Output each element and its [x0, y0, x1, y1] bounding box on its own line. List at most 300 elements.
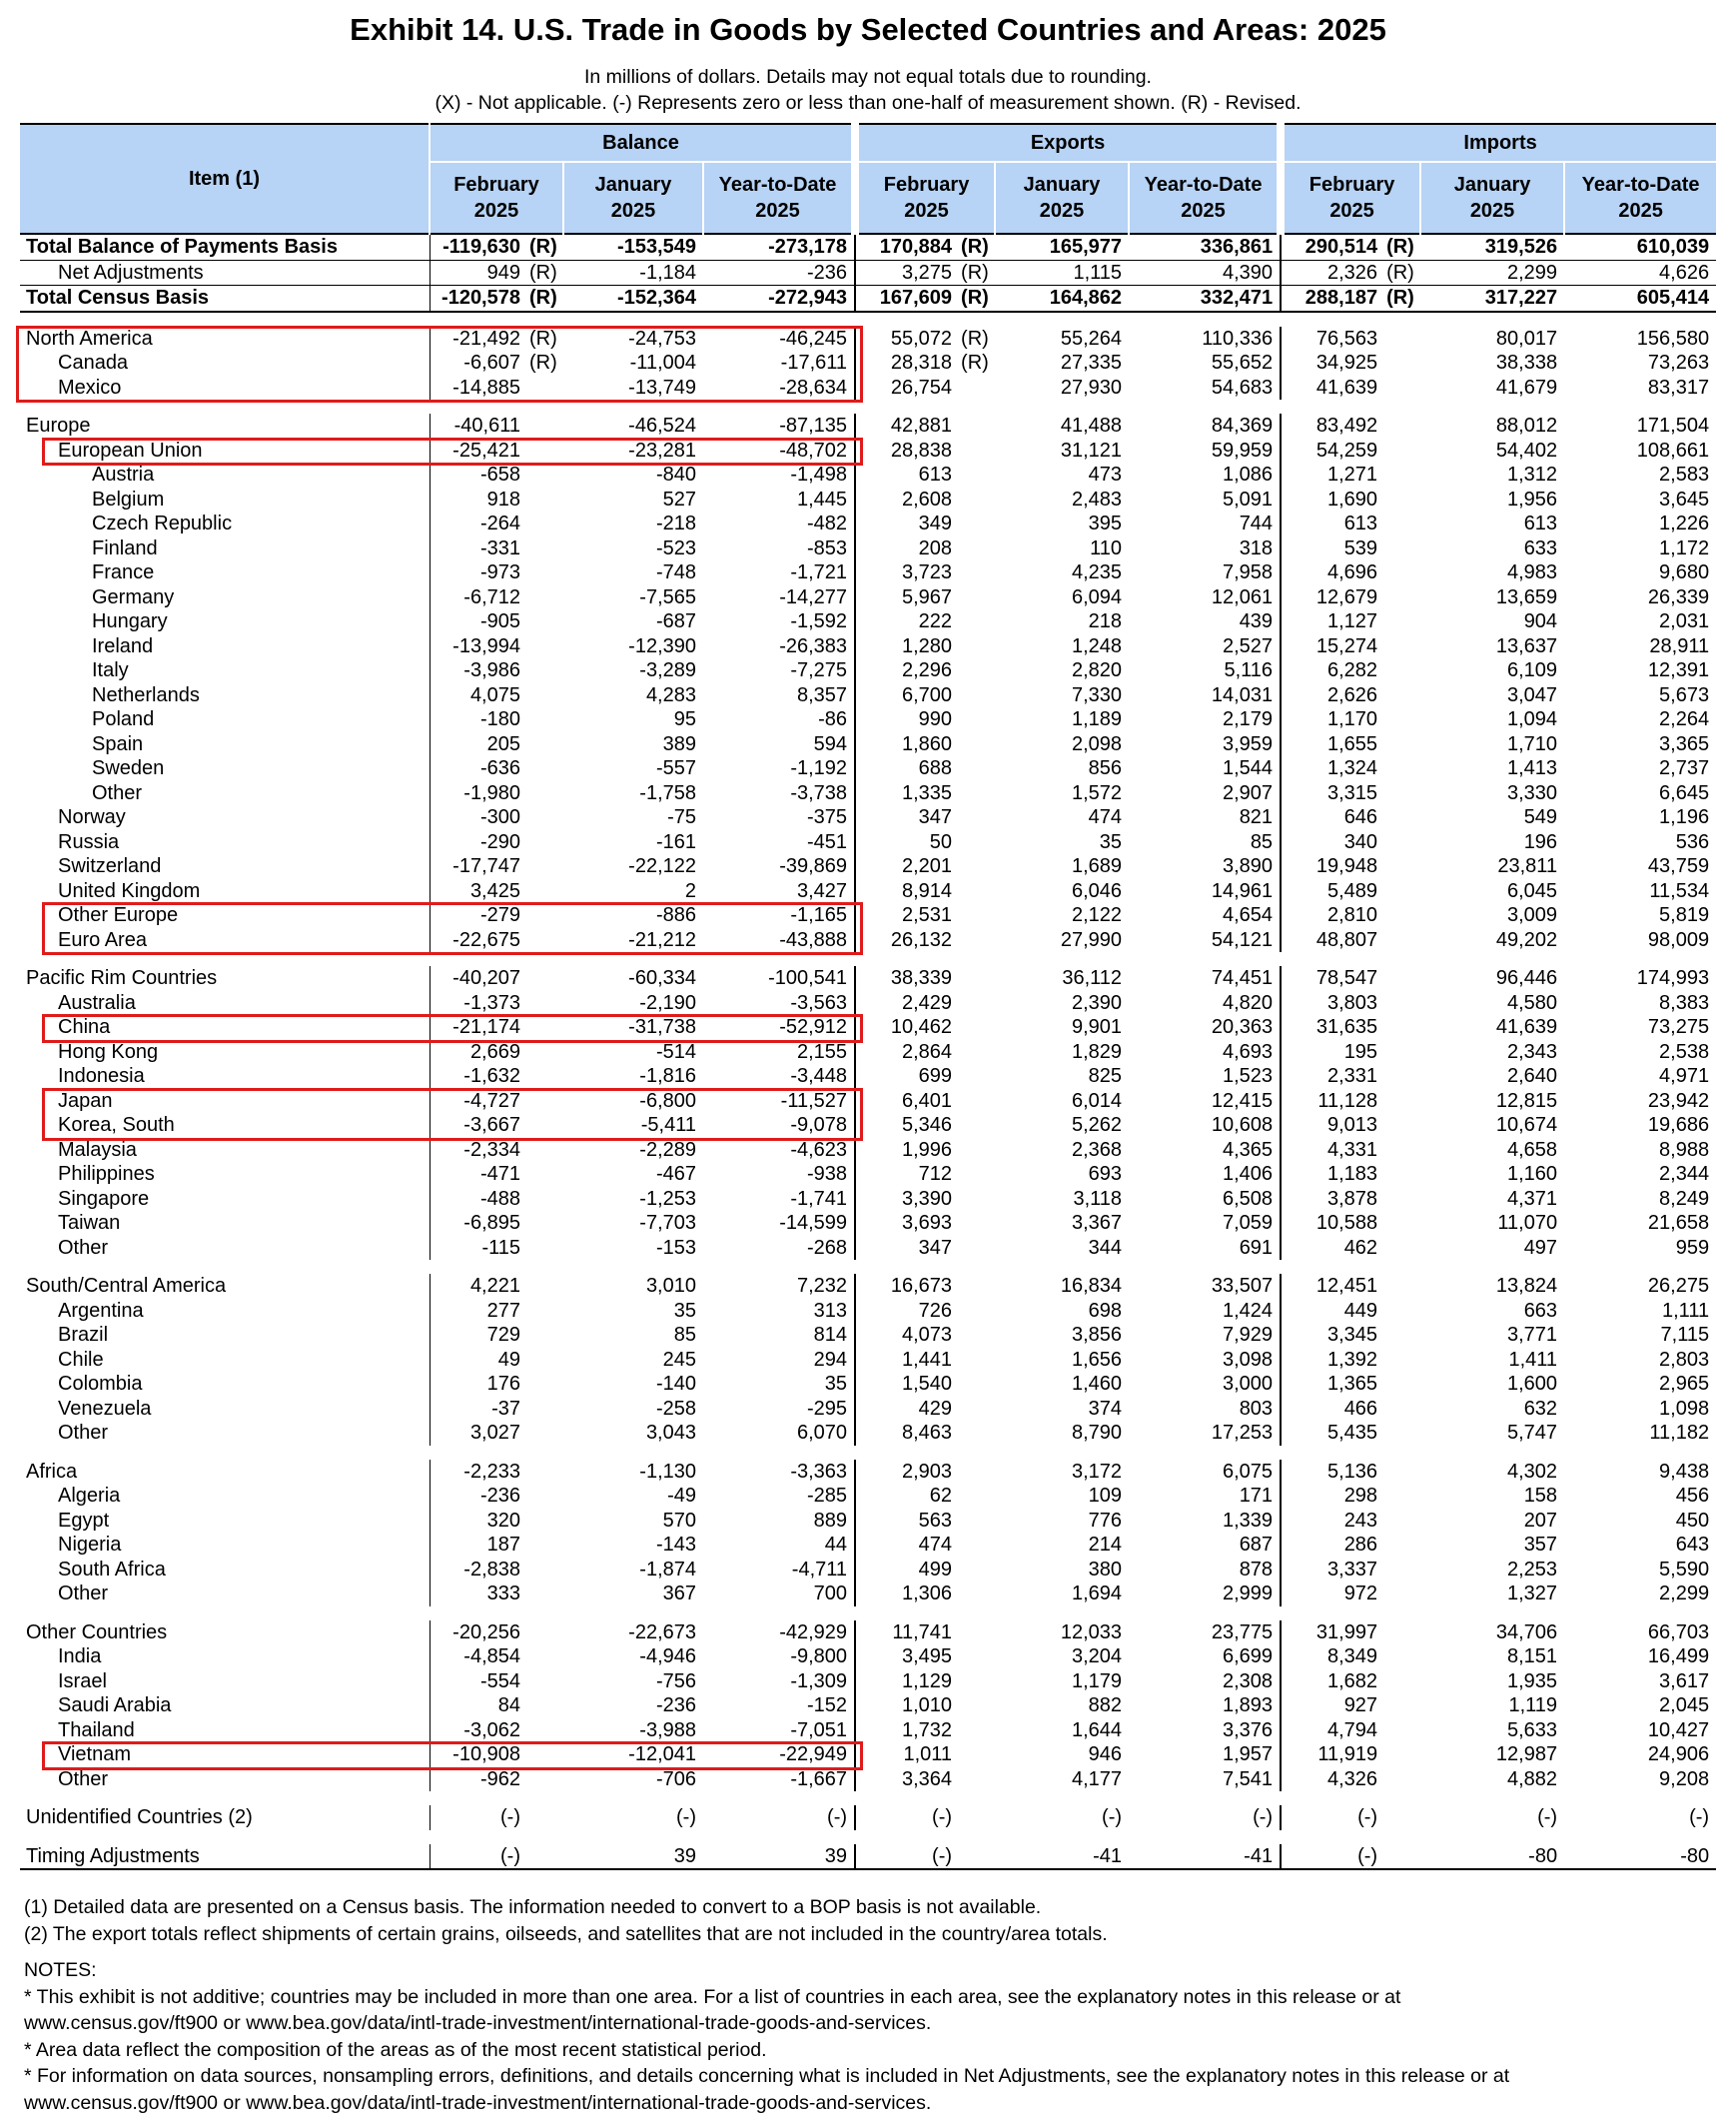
value-cell: 1,860: [855, 732, 959, 757]
value-cell: -6,712: [430, 585, 527, 610]
value-cell: -21,492: [430, 327, 527, 352]
revised-flag: [527, 1236, 563, 1261]
value-cell: 1,306: [855, 1582, 959, 1606]
row-label: Other Countries: [26, 1620, 168, 1643]
value-cell: 1,411: [1508, 1348, 1558, 1371]
revised-flag: [1384, 1718, 1420, 1743]
revised-flag: [1384, 928, 1420, 953]
value-cell: -2,838: [430, 1558, 527, 1583]
value-cell: 6,282: [1281, 658, 1384, 683]
table-row: [20, 683, 1716, 708]
revised-flag: [959, 1015, 995, 1040]
value-cell: 610,039: [1564, 234, 1716, 260]
value-cell: 4,365: [1223, 1138, 1274, 1161]
value-cell: -1,980: [430, 781, 527, 806]
value-cell: 1,523: [1223, 1065, 1274, 1087]
value-cell: 2,483: [1071, 488, 1123, 511]
revised-flag: [959, 991, 995, 1016]
value-cell: -938: [807, 1163, 848, 1185]
value-cell: 3,364: [855, 1767, 959, 1792]
row-label: Hungary: [92, 610, 168, 632]
revised-flag: [1384, 560, 1420, 585]
value-cell: -557: [655, 757, 696, 779]
value-cell: 1,392: [1281, 1348, 1384, 1373]
value-cell: 744: [1239, 513, 1274, 534]
table-row: [20, 234, 1716, 260]
revised-flag: [959, 879, 995, 904]
value-cell: 2,253: [1507, 1558, 1558, 1581]
revised-flag: [527, 1138, 563, 1163]
revised-flag: [527, 1844, 563, 1870]
value-cell: 8,914: [855, 879, 959, 904]
revised-flag: [1384, 991, 1420, 1016]
value-cell: (-): [855, 1844, 959, 1870]
value-cell: -13,749: [628, 376, 696, 399]
revised-flag: [959, 1742, 995, 1767]
value-cell: 6,401: [855, 1089, 959, 1114]
revised-flag: [1384, 414, 1420, 439]
revised-flag: [959, 903, 995, 928]
table-row: [20, 512, 1716, 536]
value-cell: 5,346: [855, 1113, 959, 1138]
table-row: [20, 376, 1716, 401]
value-cell: 336,861: [1129, 234, 1281, 260]
header-year: 2025: [755, 200, 800, 222]
value-cell: 1,280: [855, 634, 959, 659]
revised-flag: [527, 439, 563, 464]
value-cell: 171,504: [1636, 415, 1710, 437]
value-cell: 38,338: [1495, 352, 1558, 374]
value-cell: 693: [1088, 1163, 1123, 1185]
revised-flag: [959, 609, 995, 634]
value-cell: 332,471: [1129, 286, 1281, 312]
row-label: Russia: [58, 830, 120, 853]
revised-flag: [527, 1509, 563, 1534]
row-label: Japan: [58, 1089, 113, 1112]
value-cell: 85: [1250, 830, 1274, 853]
value-cell: 374: [1088, 1397, 1123, 1420]
value-cell: 222: [855, 609, 959, 634]
value-cell: 2,344: [1659, 1163, 1710, 1185]
spacer-row: [20, 312, 1716, 327]
value-cell: -26,383: [779, 634, 848, 657]
value-cell: -11,527: [780, 1089, 848, 1112]
table-row: [20, 1693, 1716, 1718]
value-cell: 12,815: [1495, 1089, 1558, 1112]
row-label: Ireland: [92, 634, 154, 657]
value-cell: -706: [655, 1767, 696, 1790]
value-cell: 5,633: [1507, 1718, 1558, 1741]
value-cell: 2,903: [855, 1460, 959, 1485]
note-bullet-2: * Area data reflect the composition of the areas as of the most recent statistical period.: [24, 2038, 767, 2061]
revised-flag: [959, 560, 995, 585]
value-cell: 11,534: [1649, 879, 1710, 902]
value-cell: -279: [430, 903, 527, 928]
revised-flag: [959, 1484, 995, 1509]
value-cell: 395: [1088, 513, 1123, 534]
table-row: [20, 1236, 1716, 1261]
value-cell: -12,390: [628, 634, 696, 657]
value-cell: 76,563: [1281, 327, 1384, 352]
value-cell: -236: [430, 1484, 527, 1509]
value-cell: 109: [1088, 1485, 1123, 1507]
value-cell: 776: [1088, 1509, 1123, 1532]
header-month: Year-to-Date: [1144, 174, 1263, 196]
value-cell: 85: [673, 1324, 696, 1346]
value-cell: 466: [1281, 1397, 1384, 1422]
value-cell: -1,373: [430, 991, 527, 1016]
value-cell: 35: [824, 1373, 848, 1395]
value-cell: -3,448: [790, 1065, 848, 1087]
row-label: Mexico: [58, 376, 122, 399]
value-cell: 12,451: [1281, 1274, 1384, 1299]
value-cell: 646: [1281, 805, 1384, 830]
value-cell: 33,507: [1211, 1275, 1274, 1297]
value-cell: -1,253: [639, 1187, 696, 1210]
value-cell: 3,425: [430, 879, 527, 904]
revised-flag: (R): [961, 352, 989, 374]
value-cell: -143: [655, 1534, 696, 1556]
revised-flag: [959, 683, 995, 708]
header-year: 2025: [1469, 200, 1515, 222]
value-cell: 16,834: [1060, 1275, 1123, 1297]
revised-flag: [527, 903, 563, 928]
units-note: In millions of dollars. Details may not equal totals due to rounding.: [584, 66, 1152, 88]
value-cell: 59,959: [1211, 439, 1274, 462]
revised-flag: (R): [527, 234, 563, 260]
header-imp-feb: [1281, 162, 1420, 234]
revised-flag: [527, 1211, 563, 1236]
table-row: [20, 634, 1716, 659]
revised-flag: [527, 1064, 563, 1089]
header-year: 2025: [1181, 200, 1226, 222]
header-year: 2025: [610, 200, 656, 222]
value-cell: 214: [1088, 1534, 1123, 1556]
value-cell: 1,956: [1507, 488, 1558, 511]
value-cell: 2,820: [1071, 659, 1123, 681]
value-cell: -21,174: [430, 1015, 527, 1040]
table-row: [20, 463, 1716, 488]
value-cell: 474: [855, 1533, 959, 1558]
header-group-exports: Exports: [855, 124, 1281, 162]
value-cell: -1,721: [790, 561, 848, 583]
value-cell: 2,965: [1659, 1373, 1710, 1395]
note-bullet-1: * This exhibit is not additive; countries may be included in more than one area. For a list of countries in each area, see the explanatory notes in this release or at: [24, 1985, 1401, 2008]
revised-flag: [1384, 1187, 1420, 1212]
note-bullet-3: * For information on data sources, nonsampling errors, definitions, and details concerning what is included in Net Adjustments, see the explanatory notes in this release or at: [24, 2065, 1510, 2087]
revised-flag: [959, 1236, 995, 1261]
value-cell: 1,655: [1281, 732, 1384, 757]
revised-flag: [1384, 1421, 1420, 1446]
value-cell: -756: [655, 1669, 696, 1692]
row-label: Euro Area: [58, 928, 147, 951]
revised-flag: [527, 991, 563, 1016]
value-cell: 110,336: [1202, 327, 1274, 350]
value-cell: 389: [662, 732, 696, 755]
value-cell: 3,365: [1659, 732, 1710, 755]
revised-flag: [959, 1274, 995, 1299]
header-year: 2025: [1329, 200, 1374, 222]
value-cell: 13,637: [1495, 634, 1558, 657]
value-cell: 3,315: [1281, 781, 1384, 806]
value-cell: 48,807: [1281, 928, 1384, 953]
row-label: Other: [58, 1236, 109, 1259]
value-cell: -4,623: [790, 1138, 848, 1161]
table-row: [20, 286, 1716, 312]
value-cell: 1,544: [1223, 757, 1274, 779]
value-cell: 4,177: [1071, 1767, 1123, 1790]
revised-flag: [1384, 1274, 1420, 1299]
header-imp-ytd: [1564, 162, 1716, 234]
value-cell: 946: [1088, 1743, 1123, 1765]
revised-flag: [959, 1693, 995, 1718]
value-cell: 1,226: [1659, 513, 1710, 534]
trade-table: [20, 123, 1716, 1870]
value-cell: 613: [855, 463, 959, 488]
row-label: Finland: [92, 536, 158, 559]
value-cell: -5,411: [640, 1114, 696, 1136]
revised-flag: [1384, 805, 1420, 830]
value-cell: 66,703: [1647, 1620, 1710, 1643]
value-cell: -49: [667, 1485, 696, 1507]
value-cell: 298: [1281, 1484, 1384, 1509]
revised-flag: [959, 1323, 995, 1348]
value-cell: 31,997: [1281, 1620, 1384, 1645]
value-cell: 42,881: [855, 414, 959, 439]
value-cell: 3,390: [855, 1187, 959, 1212]
value-cell: 2,803: [1659, 1348, 1710, 1371]
revised-flag: [959, 1558, 995, 1583]
row-label: Korea, South: [58, 1114, 175, 1136]
revised-flag: [1384, 536, 1420, 561]
value-cell: 3,693: [855, 1211, 959, 1236]
value-cell: -2,289: [639, 1138, 696, 1161]
row-label: Other: [92, 781, 143, 804]
table-row: [20, 966, 1716, 991]
value-cell: 5,136: [1281, 1460, 1384, 1485]
value-cell: -905: [430, 609, 527, 634]
header-month: Year-to-Date: [1581, 174, 1700, 196]
value-cell: 4,371: [1507, 1187, 1558, 1210]
value-cell: -41: [995, 1844, 1129, 1870]
value-cell: 8,249: [1659, 1187, 1710, 1210]
revised-flag: [959, 658, 995, 683]
header-group-balance: Balance: [430, 124, 855, 162]
value-cell: -9,800: [790, 1645, 848, 1667]
value-cell: 313: [813, 1299, 848, 1322]
revised-flag: [527, 560, 563, 585]
value-cell: 889: [813, 1509, 848, 1532]
row-label: Timing Adjustments: [20, 1844, 430, 1870]
value-cell: 318: [1239, 536, 1274, 559]
revised-flag: [1384, 879, 1420, 904]
value-cell: 84: [430, 1693, 527, 1718]
value-cell: 23,775: [1211, 1620, 1274, 1643]
value-cell: -6,607: [430, 351, 527, 376]
row-label: Other Europe: [58, 904, 179, 926]
revised-flag: [1384, 1064, 1420, 1089]
value-cell: 9,901: [1071, 1016, 1123, 1038]
value-cell: -119,630: [430, 234, 527, 260]
value-cell: 1,424: [1223, 1299, 1274, 1322]
table-row: [20, 609, 1716, 634]
value-cell: 1,312: [1507, 464, 1558, 486]
revised-flag: [959, 634, 995, 659]
value-cell: 320: [430, 1509, 527, 1534]
value-cell: -40,207: [430, 966, 527, 991]
table-row: [20, 1844, 1716, 1870]
table-row: [20, 928, 1716, 953]
value-cell: 4,971: [1659, 1065, 1710, 1087]
value-cell: 54,259: [1281, 439, 1384, 464]
value-cell: 2,264: [1659, 708, 1710, 730]
value-cell: -523: [655, 536, 696, 559]
row-label: Argentina: [58, 1299, 144, 1322]
row-label: Sweden: [92, 757, 165, 779]
table-row: [20, 560, 1716, 585]
value-cell: 1,271: [1281, 463, 1384, 488]
value-cell: 27,335: [1060, 352, 1123, 374]
revised-flag: [959, 1718, 995, 1743]
row-label: Italy: [92, 659, 129, 681]
table-row: [20, 1767, 1716, 1792]
value-cell: -52,912: [779, 1016, 848, 1038]
revised-flag: [959, 805, 995, 830]
value-cell: 3,367: [1071, 1212, 1123, 1234]
value-cell: 605,414: [1564, 286, 1716, 312]
value-cell: 643: [1675, 1534, 1710, 1556]
revised-flag: [959, 512, 995, 536]
value-cell: 16,499: [1647, 1645, 1710, 1667]
value-cell: -218: [655, 513, 696, 534]
revised-flag: [959, 1421, 995, 1446]
revised-flag: [1384, 488, 1420, 513]
value-cell: 4,696: [1281, 560, 1384, 585]
row-label: Europe: [26, 415, 91, 437]
value-cell: -264: [430, 512, 527, 536]
value-cell: -17,611: [780, 352, 848, 374]
value-cell: 54,121: [1211, 928, 1274, 951]
value-cell: 2,201: [855, 854, 959, 879]
value-cell: 3,803: [1281, 991, 1384, 1016]
table-row: [20, 439, 1716, 464]
value-cell: 6,699: [1223, 1645, 1274, 1667]
header-month: February: [883, 174, 970, 196]
revised-flag: [959, 1113, 995, 1138]
revised-flag: [527, 1089, 563, 1114]
value-cell: -962: [430, 1767, 527, 1792]
table-row: [20, 260, 1716, 286]
value-cell: 462: [1281, 1236, 1384, 1261]
revised-flag: [1384, 1767, 1420, 1792]
value-cell: 7,330: [1071, 683, 1123, 706]
table-row: [20, 991, 1716, 1016]
value-cell: 563: [855, 1509, 959, 1534]
value-cell: 8,988: [1659, 1138, 1710, 1161]
row-label: Israel: [58, 1669, 107, 1692]
value-cell: 8,383: [1659, 991, 1710, 1014]
value-cell: -75: [667, 806, 696, 828]
value-cell: -21,212: [628, 928, 696, 951]
row-label: Netherlands: [92, 683, 200, 706]
table-row: [20, 854, 1716, 879]
value-cell: 317,227: [1420, 286, 1564, 312]
value-cell: -2,190: [639, 991, 696, 1014]
value-cell: (-): [1281, 1844, 1384, 1870]
table-row: [20, 732, 1716, 757]
value-cell: 3,330: [1507, 781, 1558, 804]
value-cell: 19,948: [1281, 854, 1384, 879]
value-cell: 176: [430, 1372, 527, 1397]
value-cell: -1,741: [790, 1187, 848, 1210]
value-cell: 5,116: [1224, 659, 1274, 681]
value-cell: 1,406: [1223, 1163, 1274, 1185]
value-cell: 12,061: [1211, 585, 1274, 608]
revised-flag: [1384, 966, 1420, 991]
row-label: Taiwan: [58, 1212, 121, 1234]
revised-flag: [527, 1484, 563, 1509]
revised-flag: [959, 536, 995, 561]
value-cell: 95: [673, 708, 696, 730]
revised-flag: [1384, 1644, 1420, 1669]
value-cell: -3,738: [790, 781, 848, 804]
value-cell: 4,794: [1281, 1718, 1384, 1743]
spacer-row: [20, 1446, 1716, 1460]
value-cell: 35: [1099, 830, 1123, 853]
revised-flag: [527, 805, 563, 830]
row-label: Hong Kong: [58, 1040, 159, 1063]
value-cell: (-): [855, 1805, 959, 1830]
revised-flag: (R): [1384, 286, 1420, 312]
revised-flag: [527, 1582, 563, 1606]
table-row: [20, 1620, 1716, 1645]
value-cell: 2,527: [1223, 634, 1274, 657]
value-cell: 187: [430, 1533, 527, 1558]
value-cell: (-): [1281, 1805, 1384, 1830]
table-row: [20, 805, 1716, 830]
value-cell: -375: [807, 806, 848, 828]
value-cell: 1,957: [1223, 1743, 1274, 1765]
row-label: Thailand: [58, 1718, 135, 1741]
row-label: Germany: [92, 585, 175, 608]
value-cell: 12,391: [1647, 659, 1710, 681]
table-row: [20, 1718, 1716, 1743]
value-cell: -86: [818, 708, 848, 730]
revised-flag: [1384, 1484, 1420, 1509]
table-row: [20, 1669, 1716, 1694]
value-cell: 55,072: [855, 327, 959, 352]
value-cell: 4,073: [855, 1323, 959, 1348]
value-cell: -161: [655, 830, 696, 853]
value-cell: 12,033: [1060, 1620, 1123, 1643]
value-cell: 803: [1239, 1397, 1274, 1420]
value-cell: -1,184: [563, 260, 703, 286]
value-cell: 1,710: [1507, 732, 1558, 755]
value-cell: 856: [1088, 757, 1123, 779]
row-label: Chile: [58, 1348, 104, 1371]
value-cell: 2,155: [796, 1040, 848, 1063]
value-cell: -153,549: [563, 234, 703, 260]
row-label: Unidentified Countries (2): [26, 1806, 253, 1828]
value-cell: 5,489: [1281, 879, 1384, 904]
value-cell: 4,658: [1507, 1138, 1558, 1161]
value-cell: 4,283: [645, 683, 696, 706]
value-cell: 110: [1090, 536, 1123, 559]
value-cell: 3,047: [1507, 683, 1558, 706]
value-cell: 1,170: [1281, 707, 1384, 732]
revised-flag: [1384, 439, 1420, 464]
value-cell: 3,009: [1507, 904, 1558, 926]
